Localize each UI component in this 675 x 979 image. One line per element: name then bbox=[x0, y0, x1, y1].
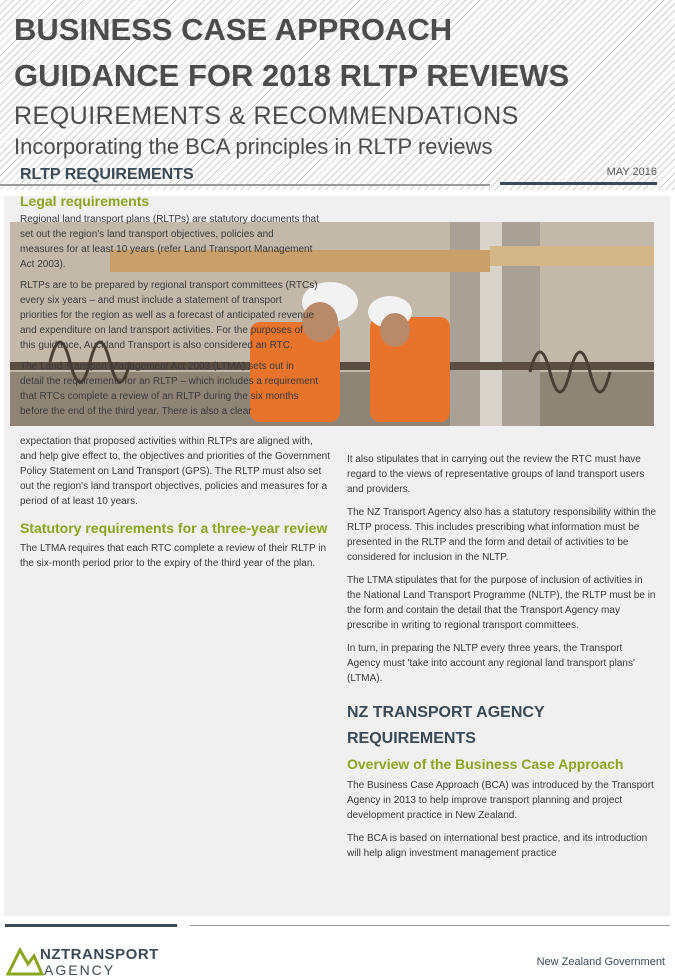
right-paragraph-4: In turn, in preparing the NLTP every three years, the Transport Agency must 'take into account any regional land transport plans' (LTMA). bbox=[347, 643, 635, 684]
divider bbox=[0, 184, 490, 186]
subtitle-2: Incorporating the BCA principles in RLTP reviews bbox=[14, 134, 493, 159]
legal-paragraph-3: The Land Transport Management Act 2003 (LTMA) sets out in detail the requirements for an RLTP – which includes a requirement that RTCs complete a review of an RLTP during the six months before the end of the third year. There is also a clear bbox=[20, 361, 319, 417]
right-paragraph-5: The Business Case Approach (BCA) was introduced by the Transport Agency in 2013 to help improve transport planning and project development practice in New Zealand. bbox=[347, 780, 654, 821]
title-line-2: GUIDANCE FOR 2018 RLTP REVIEWS bbox=[14, 58, 570, 93]
legal-text-overlay bbox=[20, 212, 320, 425]
statutory-heading: Statutory requirements for a three-year review bbox=[20, 520, 328, 536]
title-line-1: BUSINESS CASE APPROACH bbox=[14, 12, 453, 47]
right-paragraph-2: The NZ Transport Agency also has a statutory responsibility within the RLTP process. This includes prescribing what information must be presented in the RLTP and the form and detail of activities to be considered for inclusion in the NLTP. bbox=[347, 507, 657, 563]
right-paragraph-3: The LTMA stipulates that for the purpose of inclusion of activities in the National Land Transport Programme (NLTP), the RLTP must be in the form and contain the detail that the Transport Agency may prescribe in writing to regional transport committees. bbox=[347, 575, 656, 631]
divider-accent bbox=[500, 182, 657, 185]
right-column bbox=[347, 452, 657, 869]
left-column bbox=[20, 434, 330, 577]
legal-paragraph-4: expectation that proposed activities within RLTPs are aligned with, and help give effect to, the objectives and priorities of the Government Policy Statement on Land Transport (GPS). The RLTP must also set out the region's land transport objectives, policies and measures for a period of at least 10 years. bbox=[20, 436, 330, 507]
right-paragraph-6: The BCA is based on international best practice, and its introduction will help align investment management practice bbox=[347, 833, 648, 859]
date-label: MAY 2016 bbox=[606, 166, 657, 178]
section-heading: RLTP REQUIREMENTS bbox=[20, 166, 194, 183]
statutory-paragraph: The LTMA requires that each RTC complete a review of their RLTP in the six-month period prior to the expiry of the third year of the plan. bbox=[20, 543, 327, 569]
legal-paragraph-1: Regional land transport plans (RLTPs) are statutory documents that set out the region's land transport objectives, policies and measures for at least 10 years (refer Land Transport Management Act 2003). bbox=[20, 214, 319, 270]
nz-government-label: New Zealand Government bbox=[536, 956, 665, 968]
footer-divider bbox=[190, 925, 670, 926]
logo-wordmark: NZTRANSPORT bbox=[40, 946, 159, 963]
nz-agency-heading: NZ TRANSPORT AGENCY REQUIREMENTS bbox=[347, 704, 545, 747]
overview-heading: Overview of the Business Case Approach bbox=[347, 756, 624, 772]
legal-heading: Legal requirements bbox=[20, 193, 150, 209]
subtitle: REQUIREMENTS & RECOMMENDATIONS bbox=[14, 102, 519, 130]
legal-paragraph-2: RLTPs are to be prepared by regional transport committees (RTCs) every six years – and must include a statement of transport priorities for the region as well as a forecast of anticipated revenue and expenditure on land transport activities. For the purposes of this guidance, Auckland Transport is also considered an RTC. bbox=[20, 280, 318, 351]
right-paragraph-1: It also stipulates that in carrying out the review the RTC must have regard to the views of representative groups of land transport users and providers. bbox=[347, 454, 645, 495]
logo-agency: AGENCY bbox=[44, 962, 116, 978]
footer-divider-accent bbox=[5, 924, 177, 927]
